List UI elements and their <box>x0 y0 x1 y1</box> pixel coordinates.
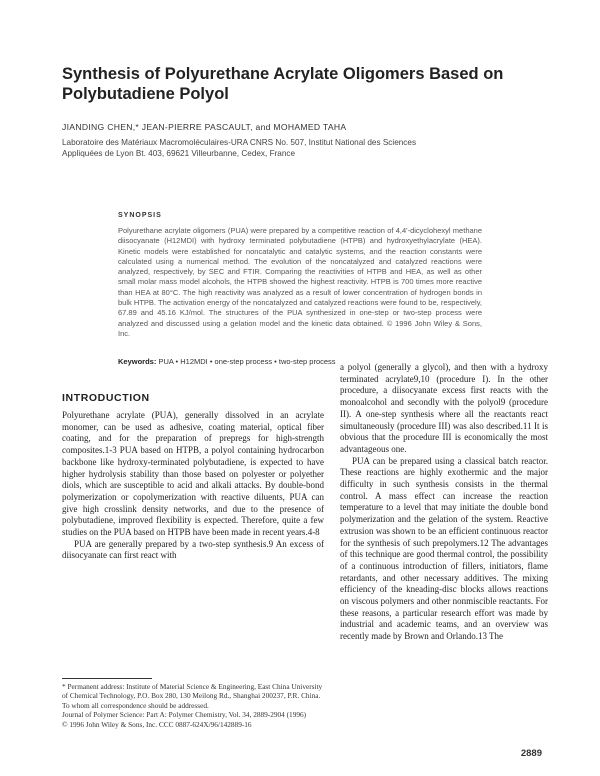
footnote: * Permanent address: Institute of Material Science & Engineering, East China University of Chemical Technology, P.O. Box 280, 130 Meilong Rd., Shanghai 200237, P.R. China. <box>62 682 323 701</box>
affiliation-line: Appliquées de Lyon Bt. 403, 69621 Villeurbanne, Cedex, France <box>62 149 296 158</box>
right-column <box>340 362 548 643</box>
footnote: To whom all correspondence should be addressed. <box>62 700 209 710</box>
footnote-divider <box>62 678 152 679</box>
footnotes <box>62 682 324 729</box>
synopsis-heading: SYNOPSIS <box>118 212 162 219</box>
affiliation-line: Laboratoire des Matériaux Macromoléculaires-URA CNRS No. 507, Institut National des Sciences <box>62 138 417 147</box>
article-title: Synthesis of Polyurethane Acrylate Oligomers Based on Polybutadiene Polyol <box>62 65 504 103</box>
author-list: JIANDING CHEN,* JEAN-PIERRE PASCAULT, and MOHAMED TAHA <box>62 122 347 132</box>
keywords-list: PUA • H12MDI • one-step process • two-step process <box>158 357 336 366</box>
introduction-heading: INTRODUCTION <box>62 392 150 404</box>
page-number: 2889 <box>520 748 542 759</box>
keywords-label: Keywords: <box>118 357 157 366</box>
synopsis-text: Polyurethane acrylate oligomers (PUA) were prepared by a competitive reaction of 4,4'-dicyclohexyl methane diisocyanate (H12MDI) with hydroxy terminated polybutadiene (HTPB) and hydroxyethylacrylate (HEA). Kinetic models were established for noncatalytic and catalytic systems, and the reaction constants were calculated using a numerical method. The evolution of the noncatalyzed and catalyzed reactions were analyzed, respectively, by SEC and FTIR. Comparing the reactivities of HTPB and HEA, as well as other small molar mass model alcohols, the HTPB showed the highest reactivity. HTPB is 700 times more reactive than HEA at 80°C. The high reactivity was analyzed as a result of lower concentration of hydrogen bonds in bulk HTPB. The activation energy of the noncatalyzed and catalyzed reactions were found to be, respectively, 67.89 and 45.16 KJ/mol. The structures of the PUA synthesized in one-step or two-step process were analyzed and discussed using a gelation model and the kinetic data obtained. © 1996 John Wiley & Sons, Inc. <box>118 226 482 338</box>
body-paragraph: PUA are generally prepared by a two-step synthesis.9 An excess of diisocyanate can first react with <box>62 538 324 561</box>
body-paragraph: a polyol (generally a glycol), and then with a hydroxy terminated acrylate9,10 (procedure I). In the other procedure, a diisocyanate excess first reacts with the monoalcohol and secondly with the polyol9 (procedure II). A one-step synthesis where all the reactants react simultaneously (procedure III) was also described.11 It is obvious that the procedure III is economically the most advantageous one. <box>340 362 548 454</box>
journal-citation: Journal of Polymer Science: Part A: Polymer Chemistry, Vol. 34, 2889-2904 (1996) <box>62 710 307 720</box>
body-paragraph: PUA can be prepared using a classical batch reactor. These reactions are highly exothermic and the major difficulty in such synthesis consists in the thermal control. A mass effect can increase the reaction temperature to a level that may initiate the double bond polymerization and the gelation of the system. Reactive extrusion was shown to be an efficient continuous reactor for the synthesis of such prepolymers.12 The advantages of this technique are good thermal control, the possibility of a continuous introduction of fillers, initiators, flame retardants, and other necessary additives. The mixing efficiency of the kneading-disc blocks allows reactions on viscous polymers and other nonmiscible reactants. For these reasons, a particular research effort was made by industrial and academic teams, and an overview was recently made by Brown and Orlando.13 The <box>340 455 548 642</box>
left-column <box>62 410 324 562</box>
body-paragraph: Polyurethane acrylate (PUA), generally dissolved in an acrylate monomer, can be used as adhesive, coating material, optical fiber coating, and for the preparation of prepregs for high-strength composites.1-3 PUA based on HTPB, a polyol containing hydrocarbon backbone like hydroxy-terminated polybutadiene, is expected to have higher hydrolysis stability than those based on polyester or polyether diols, which are susceptible to acid and alkali attacks. By double-bond polymerization or copolymerization with reactive diluents, PUA can give high crosslink density networks, and due to the presence of polybutadiene, improved flexibility is expected. Therefore, quite a few studies on the PUA based on HTPB have been made in recent years.4-8 <box>62 410 324 538</box>
copyright-line: © 1996 John Wiley & Sons, Inc. CCC 0887-624X/96/142889-16 <box>62 719 252 729</box>
affiliation <box>62 137 482 159</box>
